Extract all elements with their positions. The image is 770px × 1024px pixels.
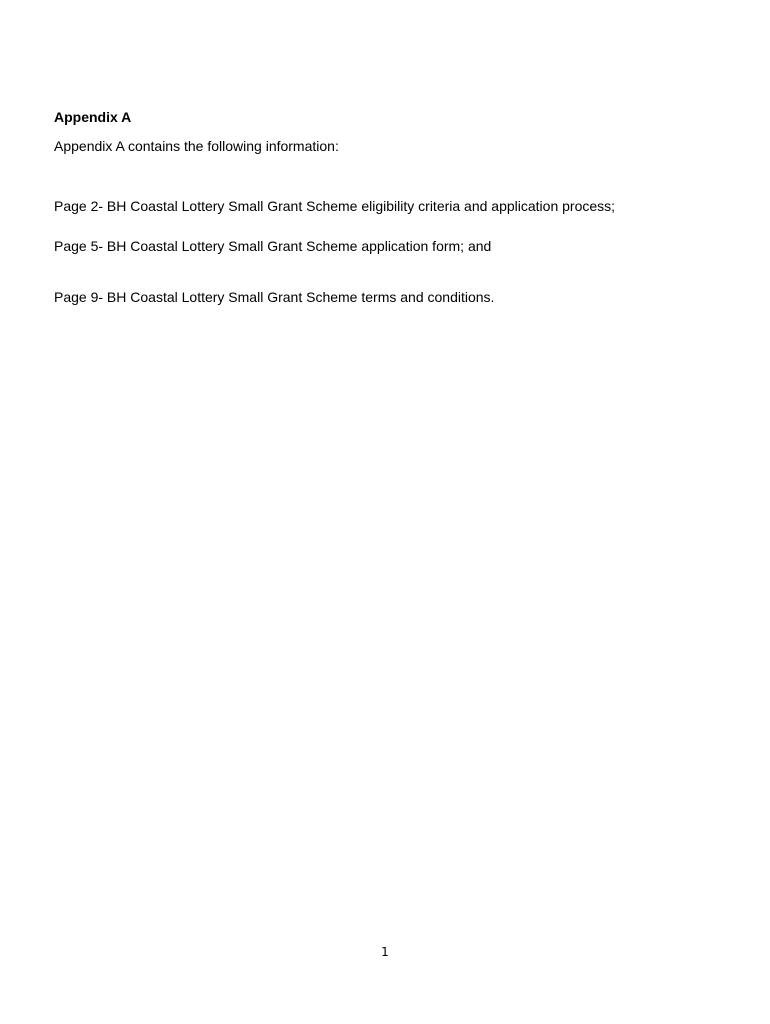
page-number: 1 (381, 945, 389, 959)
intro-text: Appendix A contains the following information: (54, 138, 339, 154)
contents-item: Page 2- BH Coastal Lottery Small Grant Scheme eligibility criteria and application process; (54, 198, 616, 214)
contents-item: Page 9- BH Coastal Lottery Small Grant Scheme terms and conditions. (54, 289, 495, 305)
appendix-heading: Appendix A (54, 109, 132, 125)
contents-item: Page 5- BH Coastal Lottery Small Grant Scheme application form; and (54, 238, 492, 254)
